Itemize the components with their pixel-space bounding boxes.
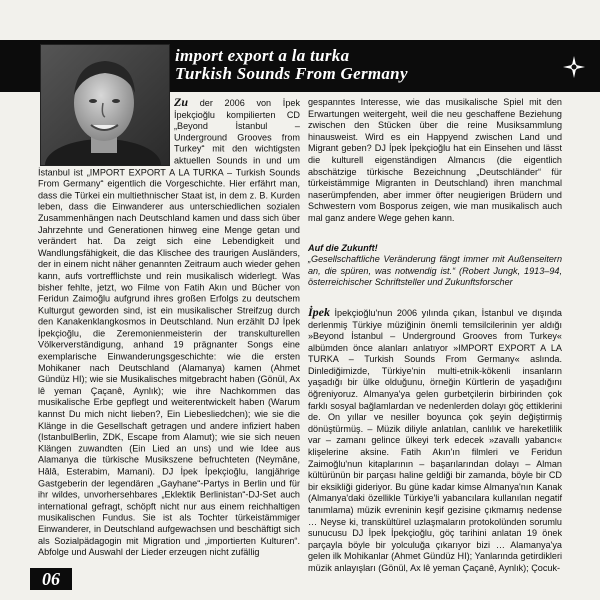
right-continuation-text: gespanntes Interesse, wie das musikalische Spiel mit den Erwartungen weitergeht, weil die neu geschaffene Beziehung zwischen den Stücken über die reine Musiksammlung hinausweist. Wird es ein Happyend zwischen Land und Migrant geben? DJ İpek İpekçioğlu hat ein Einsehen und lässt die kulturell eigenständigen Almancıs (die eigentlich abschätzige türkische Bezeichnung „Deutschländer“ für türkeistämmige Migranten in Deutschland) ihren manchmal naserümpfenden, aber immer öfter neugierigen Brüdern und Schwestern vom Bosporus zeigen, wie man musikalisch auch mal ganz andere Wege gehen kann.	[308, 97, 562, 223]
photo-wrap-spacer	[38, 97, 174, 167]
turkish-body-text: İpekçioğlu'nun 2006 yılında çıkan, İstanbul ve dışında derlenmiş Türkiye müziğinin önemli temsilcilerinin yer aldığı »Beyond İstanbul – Underground Grooves from Turkey« albümden önce alanları anlatıyor »IMPORT EXPORT A LA TURKA – Turkish Sounds From Germany« aslında. Dinlediğimizde, Türkiye'nin multi-etnik-kökenli insanların yaşadığı bir ülke olduğunu, örneğin Kürtlerin de yaşadığını öğreniyoruz. Almanya'ya gelen gurbetçilerin birbirinden çok farklı sosyal bağlamlardan ve nedenlerden dolayı göç ettiklerini de. On yıllar ve nesiller boyunca çok şeyin değiştirmiş dönüştürmüş. – Müzik diliyle anlatılan, canlılık ve hareketlilik var – zamanı gelince ülkeyi terk edecek »zavallı yabancı« klişelerine aksine. Fatih Akın'ın filmleri ve Feridun Zaimoğlu'nun kitaplarının – başarılarından dolayı – Alman kültürünün bir parçası haline geldiği bir zamanda, böyle bir CD bir eksikliği gideriyor. Bu güne kadar kimse Almanya'nın Kanak (Almanya'daki özellikle Türkiye'li yabancılara kullanılan negatif tanımlama) müzik evreninin keşif gezisine çıkmamış nedense … Neyse ki, transkültürel uzlaşmaların protokolünden sorumlu sunucusu DJ İpek İpekçioğlu, göç tarihini anlatan 19 önek parçayla böyle bir yolculuğa çıkarıyor bizi … Alamanya'ya gelen ilk Mohikanlar (Ahmet Gündüz HI); Yanlarında getirdikleri müzik anlayışları (Gönül, Ax lê yeman Çaçanê, Aynlık); Çocuk-	[308, 307, 562, 573]
title-line-2: Turkish Sounds From Germany	[175, 64, 408, 83]
turkish-lead-word: İpek	[308, 304, 330, 319]
quote-text: „Gesellschaftliche Veränderung fängt immer mit Außenseitern an, die spüren, was notwendig ist.“ (Robert Jungk, 1913–94, österreichischer Schriftsteller und Zukunftsforscher	[308, 254, 562, 288]
ornament-icon	[563, 56, 585, 78]
page-number: 06	[30, 568, 72, 590]
article-column-left	[38, 97, 300, 559]
title-line-1: import export a la turka	[175, 46, 350, 65]
lead-word: Zu	[174, 95, 189, 109]
left-body-text: der 2006 von İpek İpekçioğlu kompilierten CD „Beyond İstanbul – Underground Grooves from Turkey“ mit den wichtigsten aktuellen Sounds in und um İstanbul ist „IMPORT EXPORT A LA TURKA – Turkish Sounds From Germany“ eigentlich die Vorgeschichte. Hier erfährt man, dass die Türkei ein multiethnischer Staat ist, in dem z. B. Kurden leben, dass die Einwanderer aus unterschiedlichen sozialen Zusammenhängen nach Deutschland kamen und dass sich über Jahrzehnte und Generationen hinweg eine Menge getan und verändert hat. Da zeigt sich eine Lebendigkeit und Wandlungsfähigkeit, die das Klischee des traurigen Ausländers, der in einem nicht näher genannten Zeitraum auch wieder gehen kann, aufs vortrefflichste und rein musikalisch widerlegt. Was bisher fehlte, jetzt, wo Filme von Fatih Akın und Bücher von Feridun Zaimoğlu aufgrund ihres großen Erfolgs zu deutschem Kulturgut geworden sind, ist ein musikalischer Streifzug durch den Kanakenklangkosmos in Deutschland. Nun erzählt DJ İpek İpekçioğlu, die Zeremonienmeisterin der transkulturellen Völkerverständigung, anhand 19 prägnanter Songs eine exemplarische Einwanderungsgeschichte: wie die ersten Mohikaner nach Deutschland (Alamanya) kamen (Ahmet Gündüz HI); wie sie Musikalisches mitgebracht haben (Gönül, Ax lê yeman Çaçanê, Aynlık); wie ihre Nachkommen das musikalische Erbe gepflegt und weiterentwickelt haben (Warum kannst Du mich nicht lieben?, Ein Liebesliedchen); wie sie die Klänge in die Gesellschaft getragen und andere infiziert haben (IstanbulBerlin, ZDK, Escape from Alamut); wie sie sich neuen Klängen zuwandten (Ein Lied an uns) und wie Idee aus Alamanya die türkische Musikszene befruchteten (Neymâne, Hâlâ, Esterabim, Mamani). DJ İpek İpekçioğlu, langjährige Gastgeberin der legendären „Gayhane“-Partys in Berlin und für ihr wildes, unvorhersehbares „Eklektik Berlinistan“-DJ-Set auch international gefragt, schöpft nicht nur aus einem reichhaltigen musikalischen Fundus. Sie ist als Tochter türkeistämmiger Einwanderer, in Deutschland aufgewachsen und beschäftigt sich als Sozialpädagogin mit Migration und „importierten Kulturen“. Abfolge und Auswahl der Lieder erzeugen nicht zufällig	[38, 97, 300, 558]
article-column-right	[308, 97, 562, 575]
article-title	[175, 47, 545, 83]
section-subhead: Auf die Zukunft!	[308, 242, 378, 253]
